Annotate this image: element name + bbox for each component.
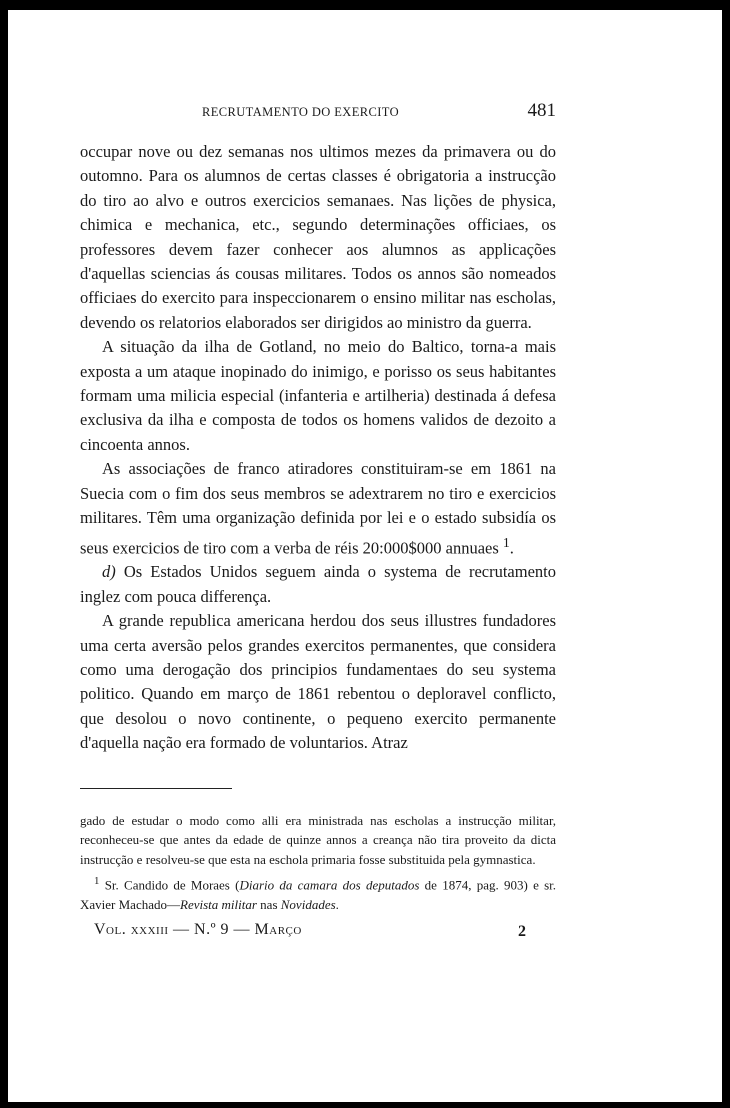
- footnote-continuation: gado de estudar o modo como alli era ministrada nas escholas a instrucção militar, reconheceu-se que antes da edade de quinze annos a creança não tira proveito da dicta instrucção e resolveu-se que esta na eschola primaria fosse substituida pela gymnastica.: [80, 812, 556, 868]
- paragraph-4-text: Os Estados Unidos seguem ainda o systema de recrutamento inglez com pouca differença.: [80, 562, 556, 606]
- paragraph-1: occupar nove ou dez semanas nos ultimos mezes da primavera ou do outomno. Para os alumnos de certas classes é obrigatoria a instrucção do tiro ao alvo e outros exercicios semanaes. Nas lições de physica, chimica e mechanica, etc., segundo determinações officiaes, os professores devem fazer conhecer aos alumnos as applicações d'aquellas sciencias ás cousas militares. Todos os annos são nomeados officiaes do exercito para inspeccionarem o ensino militar nas escholas, devendo os relatorios elaborados ser dirigidos ao ministro da guerra.: [80, 142, 556, 332]
- running-head: [80, 95, 556, 125]
- scan-border-right: [722, 0, 730, 1108]
- section-marker-d: d): [102, 562, 116, 582]
- footnote-1-text-a: Sr. Candido de Moraes (: [104, 877, 240, 893]
- paragraph-3: [80, 457, 556, 560]
- footnote-1-text-d: .: [335, 897, 339, 913]
- paragraph-3-text: As associações de franco atiradores constituiram-se em 1861 na Suecia com o fim dos seus membros se adextrarem no tiro e exercicios militares. Têm uma organização definida por lei e o estado subsidía os seus exercicios de tiro com a verba de réis 20:000$000 annuaes: [80, 459, 556, 557]
- paragraph-4: [80, 560, 556, 609]
- footnote-1: [80, 872, 556, 915]
- scan-border-left: [0, 0, 8, 1108]
- footnote-1-text-c: nas: [256, 897, 281, 913]
- paragraph-3-end: .: [509, 538, 514, 557]
- footnote-1-title-c: Novidades: [280, 897, 336, 913]
- scan-border-bottom: [0, 1102, 730, 1108]
- footnote-1-text-b: de 1874, pag. 903) e sr. Xavier Machado—: [80, 877, 557, 913]
- footnotes: [80, 811, 556, 915]
- footnote-1-title-a: Diario da camara dos deputados: [239, 877, 420, 893]
- footnote-ref-1: 1: [502, 534, 510, 550]
- paragraph-2: A situação da ilha de Gotland, no meio do Baltico, torna-a mais exposta a um ataque inopinado do inimigo, e porisso os seus habitantes formam uma milicia especial (infanteria e artilheria) destinada á defesa exclusiva da ilha e composta de todos os homens validos de dezoito a cincoenta annos.: [80, 337, 556, 454]
- footnote-1-title-b: Revista militar: [180, 897, 257, 913]
- body-text: [80, 140, 556, 756]
- scan-border-top: [0, 0, 730, 10]
- running-title: RECRUTAMENTO DO EXERCITO: [202, 105, 400, 119]
- paragraph-5: A grande republica americana herdou dos seus illustres fundadores uma certa aversão pelos grandes exercitos permanentes, que considera como uma derogação dos principios fundamentaes do seu systema politico. Quando em março de 1861 rebentou o deploravel conflicto, que desolou o novo continente, o pequeno exercito permanente d'aquella nação era formado de voluntarios. Atraz: [80, 611, 556, 753]
- footnote-1-marker: 1: [94, 875, 100, 888]
- footnote-rule: [80, 788, 232, 789]
- signature-line: [80, 919, 556, 947]
- volume-signature: Vol. xxxiii — N.º 9 — Março: [94, 920, 302, 938]
- sheet-signature: 2: [518, 922, 526, 940]
- book-page: [80, 95, 556, 947]
- page-number: 481: [527, 100, 556, 121]
